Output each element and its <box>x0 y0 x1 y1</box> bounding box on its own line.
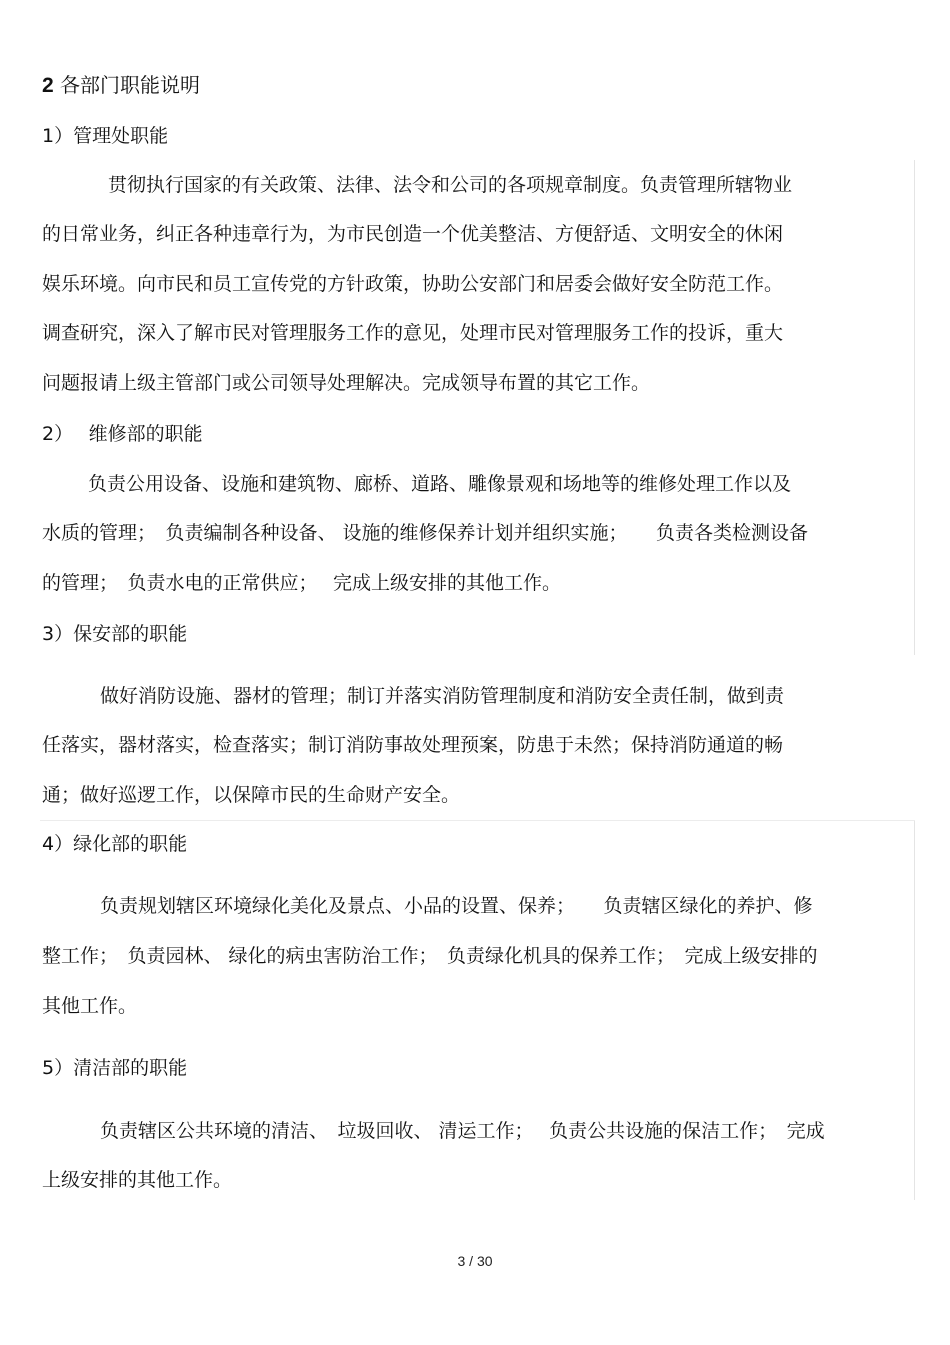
paragraph-line: 整工作； 负责园林、 绿化的病虫害防治工作； 负责绿化机具的保养工作； 完成上级安排的 <box>42 945 818 967</box>
paragraph-line: 负责辖区公共环境的清洁、 垃圾回收、 清运工作； 负责公共设施的保洁工作； 完成 <box>100 1120 825 1142</box>
paragraph-line: 水质的管理； 负责编制各种设备、 设施的维修保养计划并组织实施； 负责各类检测设备 <box>42 522 809 544</box>
section-title-text: 各部门职能说明 <box>60 73 201 97</box>
right-border-line-lower <box>914 820 915 1200</box>
right-border-line-upper <box>914 160 915 655</box>
paragraph-line: 任落实，器材落实，检查落实；制订消防事故处理预案，防患于未然；保持消防通道的畅 <box>42 734 784 756</box>
section-title <box>42 73 200 98</box>
paragraph-line: 问题报请上级主管部门或公司领导处理解决。完成领导布置的其它工作。 <box>42 372 651 394</box>
page-number: 3 / 30 <box>457 1253 493 1269</box>
department-heading-1: 1）管理处职能 <box>42 125 169 147</box>
department-heading-2: 2） 维修部的职能 <box>42 423 203 445</box>
department-heading-5: 5）清洁部的职能 <box>42 1057 188 1079</box>
paragraph-line: 做好消防设施、器材的管理；制订并落实消防管理制度和消防安全责任制，做到责 <box>100 685 785 707</box>
paragraph-line: 贯彻执行国家的有关政策、法律、法令和公司的各项规章制度。负责管理所辖物业 <box>108 174 793 196</box>
paragraph-line: 的管理； 负责水电的正常供应； 完成上级安排的其他工作。 <box>42 572 562 594</box>
paragraph-line: 上级安排的其他工作。 <box>42 1169 233 1191</box>
paragraph-line: 调查研究，深入了解市民对管理服务工作的意见，处理市民对管理服务工作的投诉，重大 <box>42 322 784 344</box>
paragraph-line: 娱乐环境。向市民和员工宣传党的方针政策，协助公安部门和居委会做好安全防范工作。 <box>42 273 784 295</box>
paragraph-line: 的日常业务，纠正各种违章行为，为市民创造一个优美整洁、方便舒适、文明安全的休闲 <box>42 223 784 245</box>
paragraph-line: 负责公用设备、设施和建筑物、廊桥、道路、雕像景观和场地等的维修处理工作以及 <box>88 473 792 495</box>
paragraph-line: 其他工作。 <box>42 995 138 1017</box>
separator-line <box>40 820 915 821</box>
department-heading-4: 4）绿化部的职能 <box>42 833 188 855</box>
paragraph-line: 通；做好巡逻工作，以保障市民的生命财产安全。 <box>42 784 461 806</box>
department-heading-3: 3）保安部的职能 <box>42 623 188 645</box>
paragraph-line: 负责规划辖区环境绿化美化及景点、小品的设置、保养； 负责辖区绿化的养护、修 <box>100 895 813 917</box>
section-number: 2 <box>42 74 54 97</box>
